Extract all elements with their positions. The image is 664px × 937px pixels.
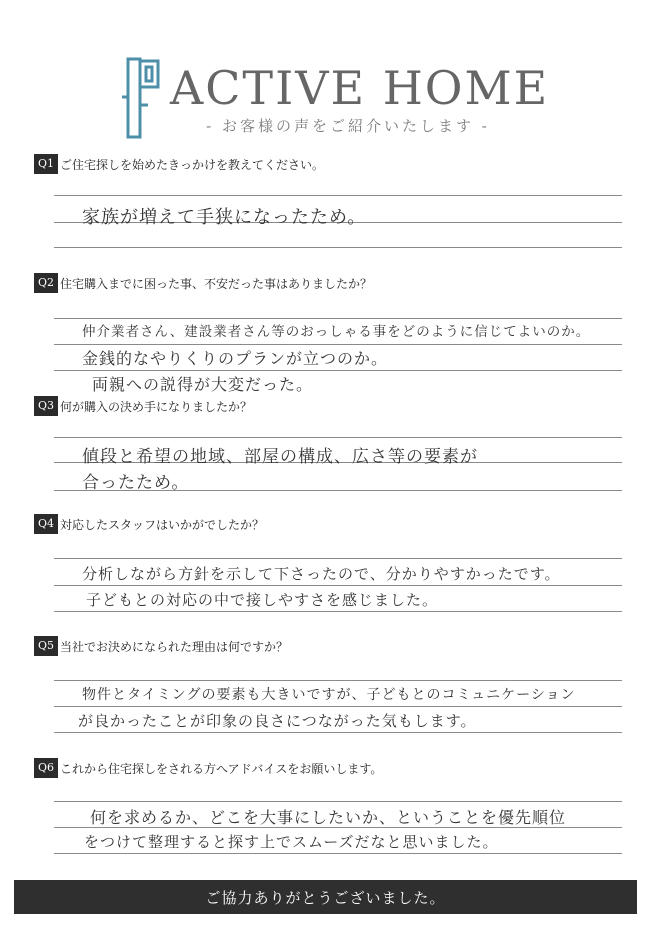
answer-text: 子どもとの対応の中で接しやすさを感じました。 [86, 591, 439, 609]
answer-text: 合ったため。 [82, 473, 190, 493]
answer-text: が良かったことが印象の良さにつながった気もします。 [78, 712, 477, 730]
answer-line [54, 732, 622, 733]
answer-text: 仲介業者さん、建設業者さん等のおっしゃる事をどのように信じてよいのか。 [82, 324, 591, 340]
answer-line [54, 706, 622, 707]
question-q2 [34, 273, 372, 293]
answer-line [54, 318, 622, 319]
question-q1 [34, 154, 324, 174]
question-q4 [34, 514, 264, 534]
answer-text: 分析しながら方針を示して下さったので、分かりやすかったです。 [82, 565, 561, 583]
answer-line [54, 195, 622, 196]
question-text: 対応したスタッフはいかがでしたか？ [60, 517, 265, 532]
answer-text: 金銭的なやりくりのプランが立つのか。 [82, 349, 389, 368]
question-q6 [34, 758, 382, 778]
question-number: Q6 [34, 758, 58, 778]
tagline: - お客様の声をご紹介いたします - [206, 117, 490, 135]
question-number: Q4 [34, 514, 58, 534]
answer-text: 両親への説得が大変だった。 [92, 375, 314, 394]
question-number: Q5 [34, 636, 58, 656]
answer-line [54, 558, 622, 559]
question-text: ご住宅探しを始めたきっかけを教えてください。 [60, 157, 325, 172]
question-q5 [34, 636, 288, 656]
question-text: 何が購入の決め手になりましたか？ [60, 399, 253, 414]
answer-line [54, 247, 622, 248]
question-number: Q2 [34, 273, 58, 293]
answer-line [54, 370, 622, 371]
question-text: 住宅購入までに困った事、不安だった事はありましたか？ [60, 276, 373, 291]
answer-line [54, 437, 622, 438]
question-number: Q1 [34, 154, 58, 174]
answer-text: 値段と希望の地域、部屋の構成、広さ等の要素が [82, 447, 478, 467]
answer-line [54, 801, 622, 802]
footer-banner [14, 880, 637, 914]
answer-text: 物件とタイミングの要素も大きいですが、子どもとのコミュニケーション [82, 687, 576, 703]
answer-line [54, 585, 622, 586]
answer-line [54, 344, 622, 345]
answer-text: をつけて整理すると探す上でスムーズだなと思いました。 [84, 833, 499, 851]
question-number: Q3 [34, 396, 58, 416]
answer-text: 何を求めるか、どこを大事にしたいか、ということを優先順位 [90, 808, 567, 827]
answer-line [54, 611, 622, 612]
footer-text: ご協力ありがとうございました。 [205, 888, 446, 907]
answer-text: 家族が増えて手狭になったため。 [82, 207, 367, 228]
question-text: 当社でお決めになられた理由は何ですか？ [60, 639, 289, 654]
answer-line [54, 853, 622, 854]
logo [118, 55, 550, 145]
brand-name: ACTIVE HOME [170, 61, 550, 115]
question-q3 [34, 396, 252, 416]
question-text: これから住宅探しをされる方へアドバイスをお願いします。 [60, 761, 383, 776]
answer-line [54, 680, 622, 681]
